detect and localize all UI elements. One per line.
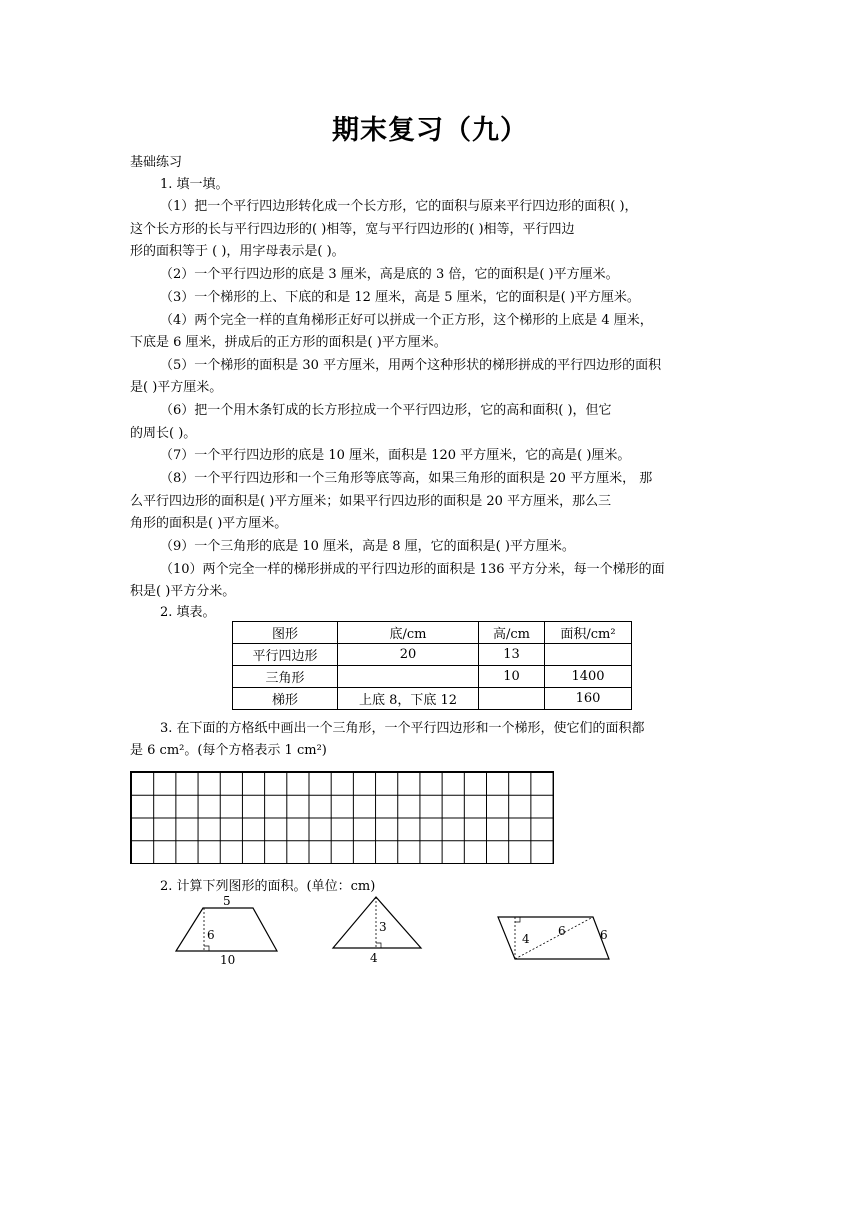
- table-header-cell: 高/cm: [479, 622, 545, 644]
- table-row: [233, 666, 632, 688]
- table-cell: [479, 688, 545, 710]
- q1-line: （5）一个梯形的面积是 30 平方厘米，用两个这种形状的梯形拼成的平行四边形的面积: [160, 358, 662, 373]
- parallelogram-height-label: 4: [522, 932, 530, 946]
- square-grid: [130, 771, 554, 864]
- q1-line: 这个长方形的长与平行四边形的( )相等，宽与平行四边形的( )相等，平行四边: [130, 222, 575, 237]
- q2-heading: 2. 填表。: [160, 605, 216, 620]
- table-header-cell: 图形: [233, 622, 338, 644]
- q1-line: （4）两个完全一样的直角梯形正好可以拼成一个正方形，这个梯形的上底是 4 厘米，: [160, 313, 653, 328]
- trapezoid-top-label: 5: [223, 894, 231, 908]
- q1-line: （9）一个三角形的底是 10 厘米，高是 8 厘，它的面积是( )平方厘米。: [160, 539, 575, 554]
- table-header-row: [233, 622, 632, 644]
- table-header-cell: 面积/cm²: [545, 622, 632, 644]
- page-title: 期末复习（九）: [332, 115, 528, 146]
- triangle-figure: [330, 892, 430, 967]
- q1-line: 形的面积等于 ( )，用字母表示是( )。: [130, 244, 345, 259]
- fill-in-table: [232, 621, 632, 710]
- table-cell: 160: [545, 688, 632, 710]
- q1-line: （6）把一个用木条钉成的长方形拉成一个平行四边形，它的高和面积( )，但它: [160, 403, 612, 418]
- table-cell: 上底 8，下底 12: [338, 688, 479, 710]
- table-cell: [338, 666, 479, 688]
- trapezoid-bottom-label: 10: [220, 953, 236, 967]
- q3-line: 是 6 cm²。(每个方格表示 1 cm²): [130, 743, 327, 758]
- triangle-height-label: 3: [379, 920, 387, 934]
- q1-line: （10）两个完全一样的梯形拼成的平行四边形的面积是 136 平方分米，每一个梯形的面: [160, 562, 665, 577]
- q1-line: （2）一个平行四边形的底是 3 厘米，高是底的 3 倍，它的面积是( )平方厘米。: [160, 267, 619, 282]
- table-cell: 13: [479, 644, 545, 666]
- q1-line: 下底是 6 厘米，拼成后的正方形的面积是( )平方厘米。: [130, 335, 447, 350]
- table-header-cell: 底/cm: [338, 622, 479, 644]
- parallelogram-figure: [495, 912, 620, 967]
- parallelogram-diagonal-label: 6: [558, 924, 566, 938]
- table-cell: 梯形: [233, 688, 338, 710]
- q1-line: （1）把一个平行四边形转化成一个长方形，它的面积与原来平行四边形的面积( )，: [160, 199, 638, 214]
- q1-line: （8）一个平行四边形和一个三角形等底等高，如果三角形的面积是 20 平方厘米， 那: [160, 471, 653, 486]
- triangle-base-label: 4: [370, 951, 378, 965]
- q1-line: （3）一个梯形的上、下底的和是 12 厘米，高是 5 厘米，它的面积是( )平方厘米。: [160, 290, 640, 305]
- table-cell: [545, 644, 632, 666]
- section-label: 基础练习: [130, 155, 183, 170]
- q3-line: 3. 在下面的方格纸中画出一个三角形，一个平行四边形和一个梯形，使它们的面积都: [160, 721, 645, 736]
- q1-line: 角形的面积是( )平方厘米。: [130, 516, 288, 531]
- q1-heading: 1. 填一填。: [160, 177, 229, 192]
- table-row: [233, 644, 632, 666]
- q1-line: 积是( )平方分米。: [130, 584, 236, 599]
- q4-heading: 2. 计算下列图形的面积。(单位：cm): [160, 879, 376, 894]
- table-cell: 平行四边形: [233, 644, 338, 666]
- table-cell: 20: [338, 644, 479, 666]
- q1-line: 的周长( )。: [130, 426, 197, 441]
- table-row: [233, 688, 632, 710]
- table-cell: 10: [479, 666, 545, 688]
- trapezoid-figure: [170, 892, 285, 967]
- trapezoid-height-label: 6: [207, 928, 215, 942]
- table-cell: 1400: [545, 666, 632, 688]
- q1-line: 么平行四边形的面积是( )平方厘米；如果平行四边形的面积是 20 平方厘米，那么三: [130, 494, 612, 509]
- q1-line: （7）一个平行四边形的底是 10 厘米，面积是 120 平方厘米，它的高是( )厘米。: [160, 448, 631, 463]
- q1-line: 是( )平方厘米。: [130, 380, 223, 395]
- table-cell: 三角形: [233, 666, 338, 688]
- parallelogram-side-label: 6: [600, 928, 608, 942]
